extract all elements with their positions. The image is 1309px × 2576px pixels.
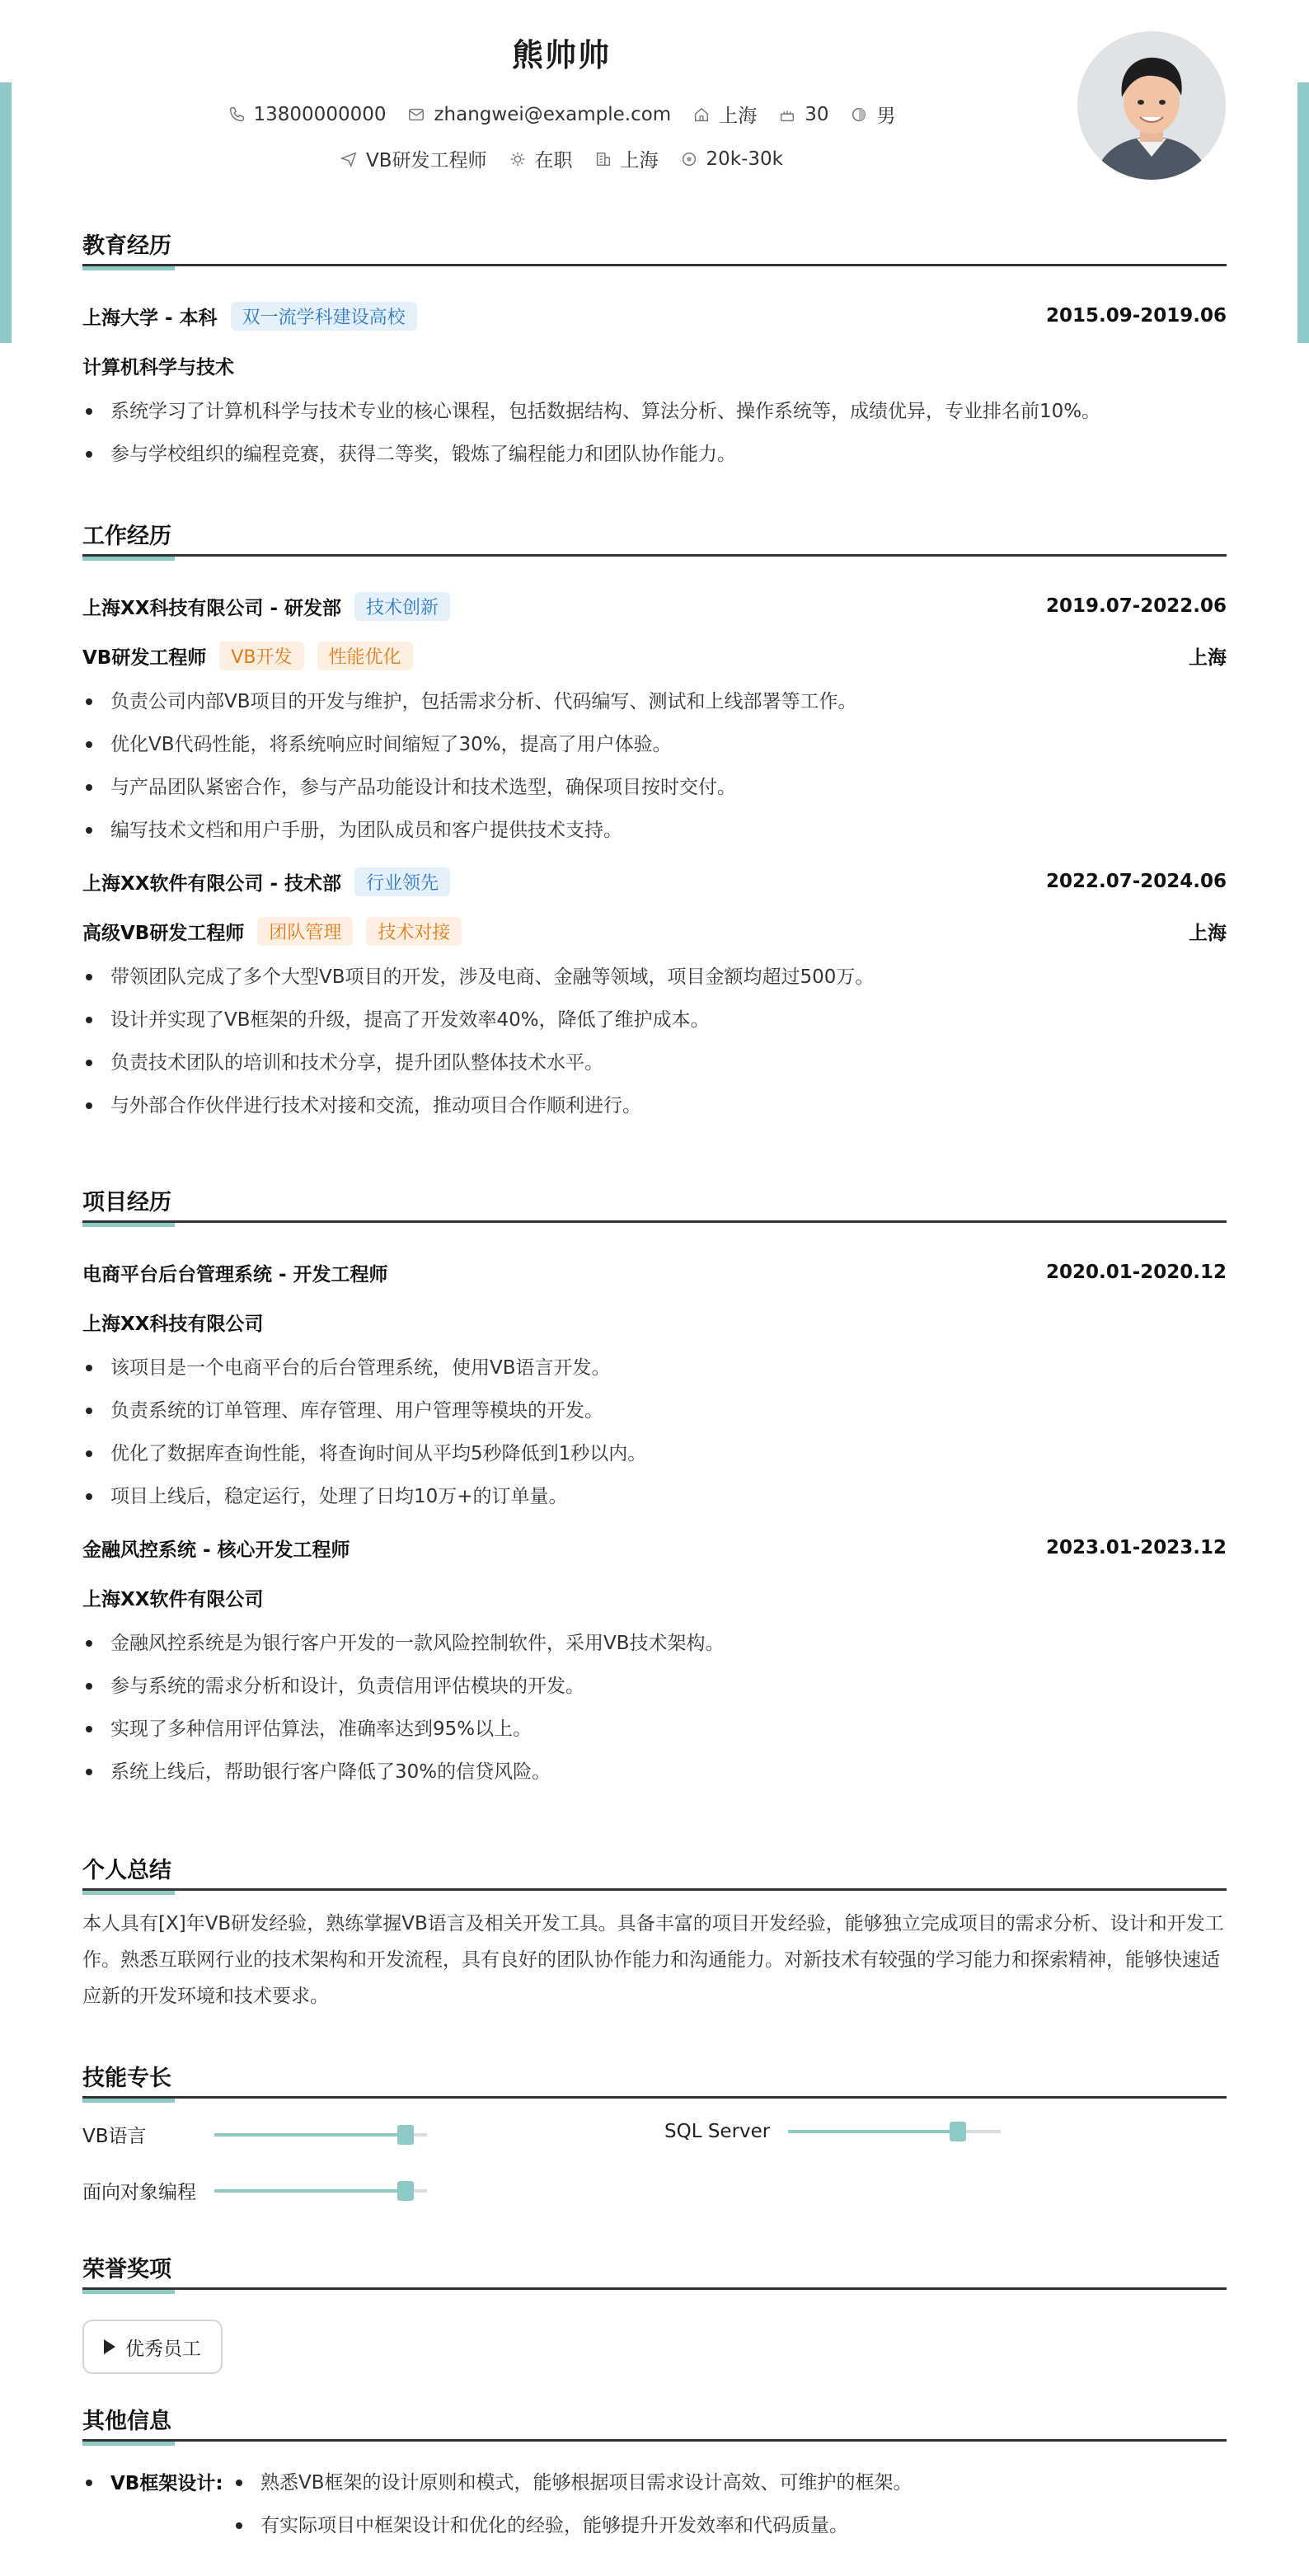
email-text: zhangwei@example.com	[434, 103, 672, 125]
company-tag: 行业领先	[354, 867, 450, 896]
work-header	[82, 513, 1227, 557]
skill-knob	[397, 2181, 414, 2201]
job-role-row	[82, 906, 1227, 956]
list-item: 参与系统的需求分析和设计，负责信用评估模块的开发。	[110, 1665, 1227, 1708]
section-title: 技能专长	[82, 2066, 171, 2091]
project-bullets	[82, 1622, 1227, 1793]
major-row	[82, 341, 1227, 390]
salary-item	[680, 148, 783, 170]
candidate-name: 熊帅帅	[511, 37, 611, 73]
role-tag: 团队管理	[257, 917, 353, 946]
list-item: 金融风控系统是为银行客户开发的一款风险控制软件，采用VB技术架构。	[110, 1622, 1227, 1665]
project-row	[82, 1523, 1227, 1572]
list-item: 带领团队完成了多个大型VB项目的开发，涉及电商、金融等领域，项目金额均超过500万。	[110, 956, 1227, 999]
list-item: 项目上线后，稳定运行，处理了日均10万+的订单量。	[110, 1475, 1227, 1518]
work-section	[82, 513, 1227, 1127]
company-name: 上海XX科技有限公司 - 研发部	[82, 597, 342, 619]
list-item: 设计并实现了VB框架的升级，提高了开发效率40%，降低了维护成本。	[110, 999, 1227, 1041]
list-item: 实现了多种信用评估算法，准确率达到95%以上。	[110, 1708, 1227, 1751]
other-label: VB框架设计:	[110, 2468, 223, 2495]
project-company: 上海XX科技有限公司	[82, 1313, 264, 1335]
skill-fill	[214, 2133, 406, 2136]
company-tag: 技术创新	[354, 592, 450, 621]
job-intent-row	[0, 145, 1123, 172]
section-accent	[82, 1223, 175, 1227]
list-item: 编写技术文档和用户手册，为团队成员和客户提供技术支持。	[110, 809, 1227, 852]
play-icon	[104, 2339, 115, 2354]
projects-header	[82, 1179, 1227, 1223]
building-icon	[594, 150, 612, 168]
job-role: VB研发工程师	[82, 646, 207, 669]
education-date: 2015.09-2019.06	[1045, 305, 1227, 327]
job-bullets	[82, 956, 1227, 1127]
role-tag: 性能优化	[317, 642, 413, 670]
job-date: 2022.07-2024.06	[1045, 871, 1227, 892]
age-item	[778, 104, 828, 125]
section-title: 教育经历	[82, 233, 171, 259]
major-name: 计算机科学与技术	[82, 356, 234, 378]
gender-item	[850, 101, 895, 128]
gender-icon	[850, 106, 868, 124]
role-tag: 技术对接	[366, 917, 462, 946]
section-title: 其他信息	[82, 2409, 171, 2434]
projects-section	[82, 1179, 1227, 1793]
mail-icon	[407, 106, 425, 124]
list-item: 有实际项目中框架设计和优化的经验，能够提升开发效率和代码质量。	[260, 2504, 913, 2547]
project-date: 2020.01-2020.12	[1045, 1262, 1227, 1283]
skills-section	[82, 2055, 1227, 2228]
list-item: 该项目是一个电商平台的后台管理系统，使用VB语言开发。	[110, 1347, 1227, 1389]
list-item: 负责技术团队的培训和技术分享，提升团队整体技术水平。	[110, 1041, 1227, 1084]
job-city: 上海	[1189, 646, 1227, 669]
section-accent	[82, 2442, 175, 2446]
phone-text: 13800000000	[253, 103, 387, 125]
skill-bar	[214, 2189, 427, 2193]
education-header	[82, 223, 1227, 266]
skill-bar	[788, 2130, 1001, 2133]
home-item	[692, 101, 757, 128]
job-city: 上海	[1189, 922, 1227, 944]
project-company-row	[82, 1297, 1227, 1347]
job-date: 2019.07-2022.06	[1045, 595, 1227, 617]
phone-icon	[228, 106, 246, 124]
list-item: 系统学习了计算机科学与技术专业的核心课程，包括数据结构、算法分析、操作系统等，成绩优异，专业排名前10%。	[110, 390, 1227, 433]
skill-item	[82, 2121, 427, 2148]
skill-name: SQL Server	[664, 2121, 771, 2142]
awards-header	[82, 2246, 1227, 2290]
work-city-item	[594, 145, 659, 172]
skill-fill	[214, 2189, 406, 2193]
list-item: 与外部合作伙伴进行技术对接和交流，推动项目合作顺利进行。	[110, 1084, 1227, 1127]
avatar	[1077, 31, 1226, 180]
home-icon	[692, 106, 711, 124]
section-accent	[82, 557, 175, 561]
salary-icon	[680, 150, 698, 168]
job-bullets	[82, 680, 1227, 852]
skill-knob	[950, 2122, 966, 2141]
skill-name: 面向对象编程	[82, 2182, 196, 2203]
summary-section	[82, 1847, 1227, 2014]
salary-text: 20k-30k	[706, 148, 783, 170]
other-section	[82, 2398, 1227, 2563]
skill-item	[82, 2177, 427, 2204]
job-role-row	[82, 631, 1227, 680]
gender-text: 男	[876, 106, 896, 127]
list-item: 优化VB代码性能，将系统响应时间缩短了30%，提高了用户体验。	[110, 723, 1227, 766]
awards-section	[82, 2246, 1227, 2362]
skill-bar	[214, 2133, 427, 2136]
skill-item	[664, 2121, 1001, 2142]
list-item: 负责公司内部VB项目的开发与维护，包括需求分析、代码编写、测试和上线部署等工作。	[110, 680, 1227, 723]
skill-fill	[788, 2130, 958, 2133]
award-chip[interactable]	[82, 2320, 223, 2374]
list-item: 熟悉VB框架的设计原则和模式，能够根据项目需求设计高效、可维护的框架。	[260, 2461, 913, 2504]
job-title-item	[340, 145, 487, 172]
education-bullets	[82, 390, 1227, 476]
list-item: 负责系统的订单管理、库存管理、用户管理等模块的开发。	[110, 1389, 1227, 1432]
status-icon	[509, 150, 527, 168]
home-text: 上海	[719, 106, 758, 127]
school-tag: 双一流学科建设高校	[231, 302, 417, 331]
other-header	[82, 2398, 1227, 2442]
section-accent	[82, 266, 175, 270]
project-row	[82, 1248, 1227, 1297]
education-row	[82, 291, 1227, 341]
email-item	[407, 104, 671, 125]
job-company-row	[82, 581, 1227, 631]
job-company-row	[82, 857, 1227, 906]
section-title: 个人总结	[82, 1858, 171, 1883]
section-title: 项目经历	[82, 1190, 171, 1215]
age-icon	[778, 106, 796, 124]
section-accent	[82, 1891, 175, 1895]
skill-knob	[397, 2125, 414, 2145]
list-item: 优化了数据库查询性能，将查询时间从平均5秒降低到1秒以内。	[110, 1432, 1227, 1475]
award-label: 优秀员工	[125, 2338, 201, 2360]
contact-row	[0, 101, 1123, 128]
project-company-row	[82, 1572, 1227, 1622]
status-text: 在职	[534, 150, 573, 172]
role-tag: VB开发	[219, 642, 303, 670]
section-title: 荣誉奖项	[82, 2257, 171, 2282]
avatar-photo	[1077, 31, 1226, 180]
other-bullets	[232, 2461, 913, 2547]
project-name: 电商平台后台管理系统 - 开发工程师	[82, 1263, 388, 1286]
project-date: 2023.01-2023.12	[1045, 1537, 1227, 1558]
project-company: 上海XX软件有限公司	[82, 1588, 264, 1610]
resume-header	[0, 0, 1309, 198]
project-name: 金融风控系统 - 核心开发工程师	[82, 1539, 350, 1561]
summary-text: 本人具有[X]年VB研发经验，熟练掌握VB语言及相关开发工具。具备丰富的项目开发经验，能够独立完成项目的需求分析、设计和开发工作。熟悉互联网行业的技术架构和开发流程，具有良好的团队协作能力和沟通能力。对新技术有较强的学习能力和探索精神，能够快速适应新的开发环境和技术要求。	[82, 1913, 1224, 2007]
section-title: 工作经历	[82, 524, 171, 549]
school-name: 上海大学 - 本科	[82, 307, 218, 329]
section-accent	[82, 2099, 175, 2103]
project-bullets	[82, 1347, 1227, 1518]
work-city-text: 上海	[620, 150, 659, 172]
company-name: 上海XX软件有限公司 - 技术部	[82, 872, 342, 895]
list-item: 与产品团队紧密合作，参与产品功能设计和技术选型，确保项目按时交付。	[110, 766, 1227, 809]
summary-header	[82, 1847, 1227, 1891]
skills-header	[82, 2055, 1227, 2099]
section-accent	[82, 2290, 175, 2294]
list-item: 系统上线后，帮助银行客户降低了30%的信贷风险。	[110, 1751, 1227, 1793]
job-title-text: VB研发工程师	[366, 150, 487, 172]
education-section	[82, 223, 1227, 476]
skill-name: VB语言	[82, 2126, 147, 2147]
age-text: 30	[805, 103, 829, 125]
status-item	[509, 145, 573, 172]
phone-item	[228, 104, 387, 125]
job-role: 高级VB研发工程师	[82, 922, 245, 944]
send-icon	[340, 150, 358, 168]
list-item: 参与学校组织的编程竞赛，获得二等奖，锻炼了编程能力和团队协作能力。	[110, 433, 1227, 476]
